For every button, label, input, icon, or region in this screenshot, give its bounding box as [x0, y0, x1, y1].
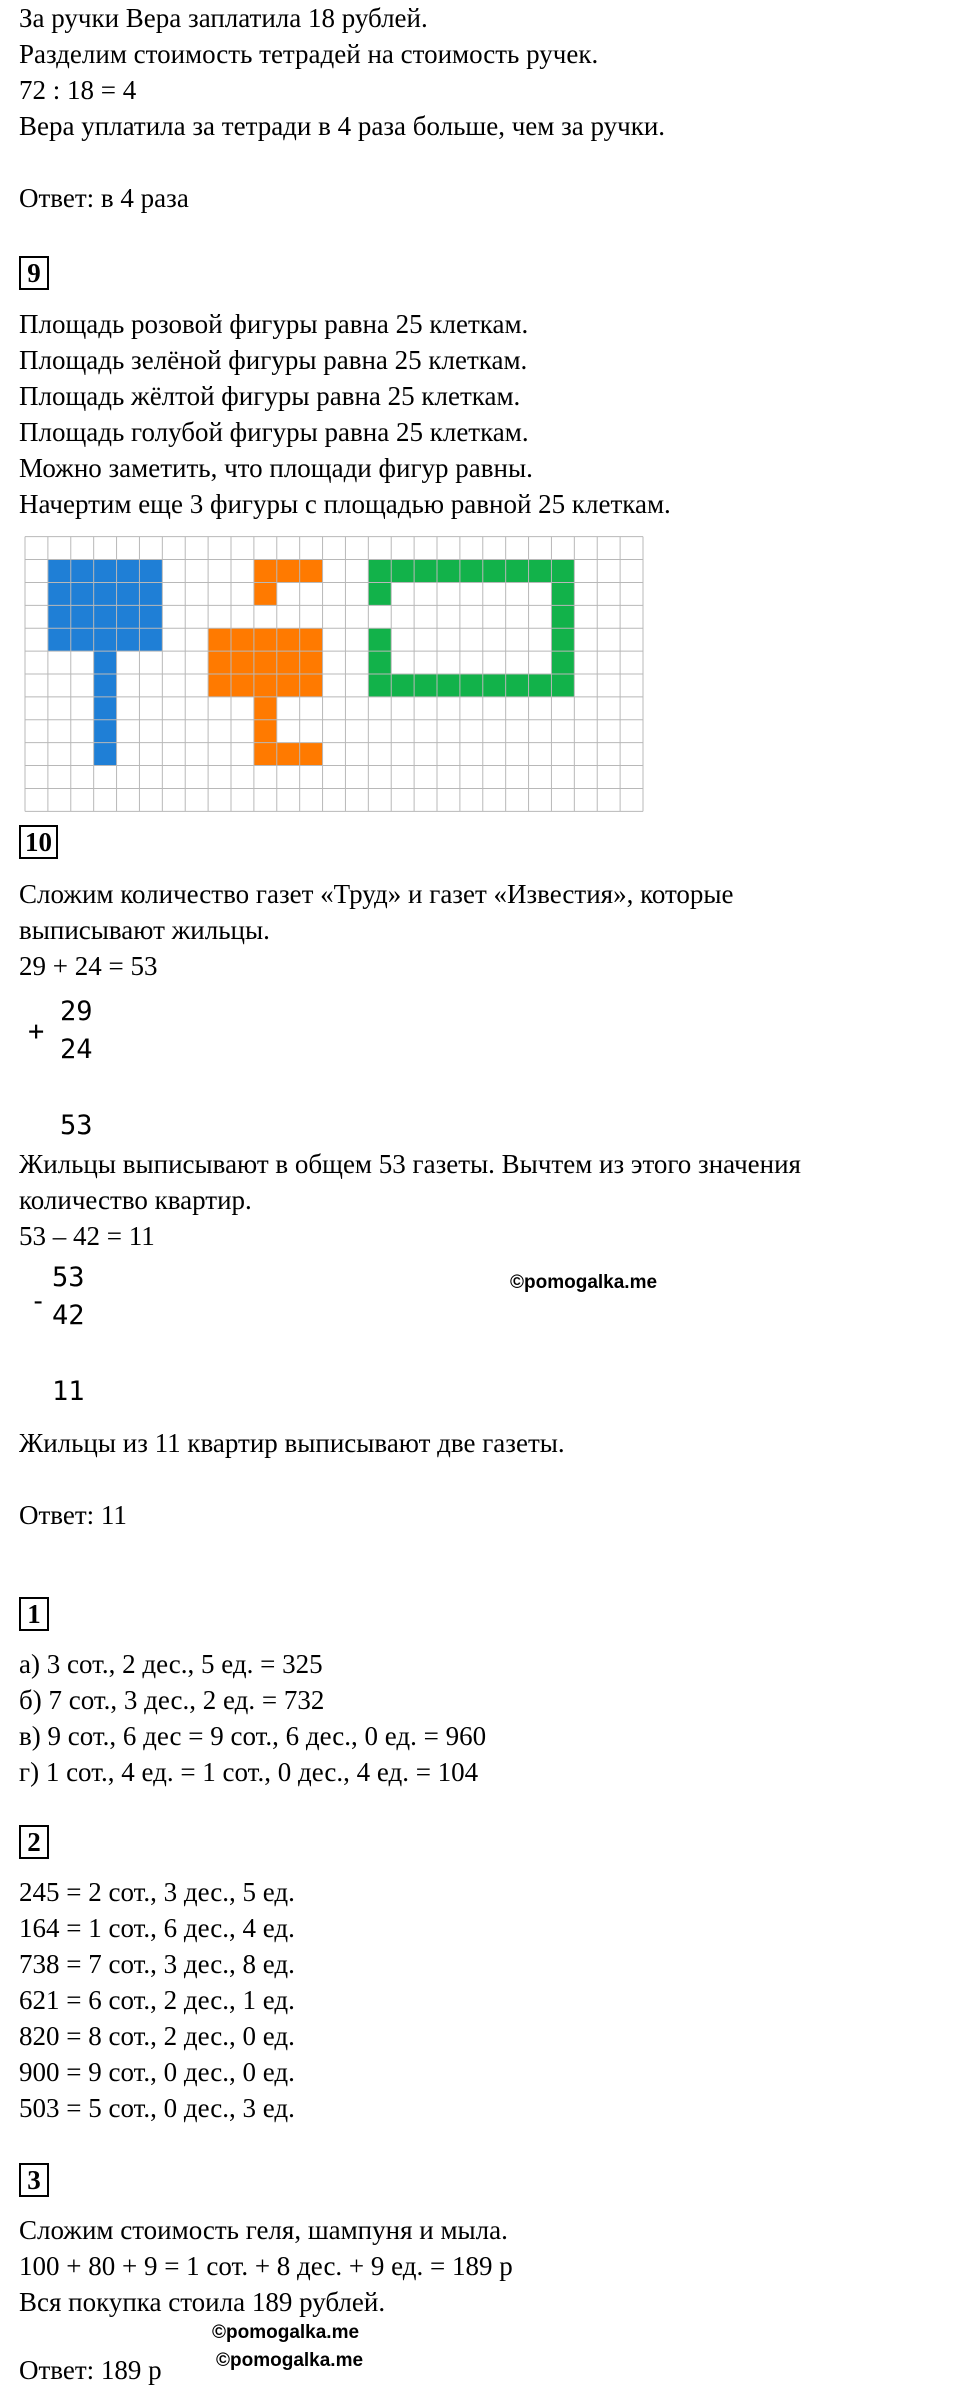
- orange-figure-cell: [277, 628, 300, 651]
- green-figure-cell: [368, 651, 391, 674]
- blue-figure-cell: [48, 605, 71, 628]
- text-line: Вся покупка стоила 189 рублей.: [19, 2287, 386, 2317]
- orange-figure-cell: [254, 560, 277, 583]
- watermark: ©pomogalka.me: [216, 2350, 364, 2371]
- blue-figure-cell: [71, 605, 94, 628]
- task-number-9: 9: [19, 256, 49, 290]
- orange-figure-cell: [231, 628, 254, 651]
- watermark: ©pomogalka.me: [510, 1272, 658, 1293]
- blue-figure-cell: [94, 674, 117, 697]
- text-line: выписывают жильцы.: [19, 915, 270, 945]
- text-line: Жильцы из 11 квартир выписывают две газеты.: [19, 1428, 565, 1458]
- column-result: 11: [52, 1376, 85, 1407]
- blue-figure-cell: [117, 560, 140, 583]
- green-figure-cell: [529, 674, 552, 697]
- column-operand: 42: [52, 1300, 85, 1331]
- green-figure-cell: [368, 674, 391, 697]
- column-operand: 29: [60, 996, 93, 1027]
- orange-figure-cell: [300, 560, 323, 583]
- blue-figure-cell: [117, 582, 140, 605]
- blue-figure-cell: [117, 628, 140, 651]
- blue-figure-cell: [139, 560, 162, 583]
- blue-figure-cell: [139, 605, 162, 628]
- green-figure-cell: [551, 651, 574, 674]
- text-line: Вера уплатила за тетради в 4 раза больше, чем за ручки.: [19, 111, 666, 141]
- text-line: Начертим еще 3 фигуры с площадью равной 25 клеткам.: [19, 489, 671, 519]
- text-line: количество квартир.: [19, 1185, 252, 1215]
- text-line: б) 7 сот., 3 дес., 2 ед. = 732: [19, 1685, 325, 1715]
- blue-figure-cell: [71, 582, 94, 605]
- text-line: 72 : 18 = 4: [19, 75, 137, 105]
- green-figure-cell: [483, 560, 506, 583]
- text-line: За ручки Вера заплатила 18 рублей.: [19, 3, 428, 33]
- orange-figure-cell: [277, 651, 300, 674]
- green-figure-cell: [460, 674, 483, 697]
- figure-cells: [48, 560, 574, 766]
- orange-figure-cell: [300, 628, 323, 651]
- blue-figure-cell: [94, 743, 117, 766]
- text-line: 820 = 8 сот., 2 дес., 0 ед.: [19, 2021, 295, 2051]
- blue-figure-cell: [94, 582, 117, 605]
- text-line: Жильцы выписывают в общем 53 газеты. Вычтем из этого значения: [19, 1149, 801, 1179]
- green-figure-cell: [391, 674, 414, 697]
- green-figure-cell: [506, 674, 529, 697]
- watermark: ©pomogalka.me: [212, 2322, 360, 2343]
- orange-figure-cell: [300, 674, 323, 697]
- blue-figure-cell: [94, 605, 117, 628]
- green-figure-cell: [551, 582, 574, 605]
- blue-figure-cell: [71, 560, 94, 583]
- green-figure-cell: [551, 560, 574, 583]
- green-figure-cell: [414, 560, 437, 583]
- green-figure-cell: [368, 628, 391, 651]
- orange-figure-cell: [254, 674, 277, 697]
- task-number-3: 3: [19, 2163, 49, 2197]
- orange-figure-cell: [231, 674, 254, 697]
- text-line: 245 = 2 сот., 3 дес., 5 ед.: [19, 1877, 295, 1907]
- green-figure-cell: [551, 674, 574, 697]
- blue-figure-cell: [139, 628, 162, 651]
- blue-figure-cell: [139, 582, 162, 605]
- answer-text: Ответ: в 4 раза: [19, 183, 189, 213]
- green-figure-cell: [391, 560, 414, 583]
- column-sign: +: [28, 1016, 45, 1047]
- orange-figure-cell: [208, 674, 231, 697]
- orange-figure-cell: [208, 651, 231, 674]
- orange-figure-cell: [277, 674, 300, 697]
- blue-figure-cell: [48, 582, 71, 605]
- task-number-1: 1: [19, 1597, 49, 1631]
- green-figure-cell: [460, 560, 483, 583]
- text-line: Можно заметить, что площади фигур равны.: [19, 453, 533, 483]
- orange-figure-cell: [277, 743, 300, 766]
- equation: 53 – 42 = 11: [19, 1221, 155, 1251]
- blue-figure-cell: [48, 628, 71, 651]
- green-figure-cell: [506, 560, 529, 583]
- text-line: Сложим количество газет «Труд» и газет «Известия», которые: [19, 879, 734, 909]
- equation: 29 + 24 = 53: [19, 951, 158, 981]
- blue-figure-cell: [94, 720, 117, 743]
- blue-figure-cell: [94, 560, 117, 583]
- blue-figure-cell: [94, 651, 117, 674]
- orange-figure-cell: [254, 720, 277, 743]
- column-operand: 53: [52, 1262, 85, 1293]
- orange-figure-cell: [254, 743, 277, 766]
- grid-figure: [24, 533, 644, 815]
- green-figure-cell: [368, 560, 391, 583]
- area-figures-grid: [24, 533, 644, 820]
- text-line: 738 = 7 сот., 3 дес., 8 ед.: [19, 1949, 295, 1979]
- text-line: Площадь зелёной фигуры равна 25 клеткам.: [19, 345, 528, 375]
- orange-figure-cell: [300, 651, 323, 674]
- text-line: Площадь голубой фигуры равна 25 клеткам.: [19, 417, 529, 447]
- orange-figure-cell: [254, 651, 277, 674]
- column-operand: 24: [60, 1034, 93, 1065]
- column-result: 53: [60, 1110, 93, 1141]
- text-line: 621 = 6 сот., 2 дес., 1 ед.: [19, 1985, 295, 2015]
- text-line: в) 9 сот., 6 дес = 9 сот., 6 дес., 0 ед. = 960: [19, 1721, 487, 1751]
- orange-figure-cell: [277, 560, 300, 583]
- orange-figure-cell: [254, 582, 277, 605]
- green-figure-cell: [483, 674, 506, 697]
- orange-figure-cell: [300, 743, 323, 766]
- green-figure-cell: [368, 582, 391, 605]
- blue-figure-cell: [117, 605, 140, 628]
- green-figure-cell: [551, 628, 574, 651]
- green-figure-cell: [529, 560, 552, 583]
- text-line: г) 1 сот., 4 ед. = 1 сот., 0 дес., 4 ед. = 104: [19, 1757, 479, 1787]
- green-figure-cell: [437, 674, 460, 697]
- task-number-2: 2: [19, 1825, 49, 1859]
- green-figure-cell: [551, 605, 574, 628]
- green-figure-cell: [414, 674, 437, 697]
- text-line: 900 = 9 сот., 0 дес., 0 ед.: [19, 2057, 295, 2087]
- answer-text: Ответ: 189 р: [19, 2355, 162, 2385]
- orange-figure-cell: [208, 628, 231, 651]
- column-sign: -: [30, 1286, 47, 1317]
- blue-figure-cell: [71, 628, 94, 651]
- text-line: 100 + 80 + 9 = 1 сот. + 8 дес. + 9 ед. = 189 р: [19, 2251, 513, 2281]
- green-figure-cell: [437, 560, 460, 583]
- task-number-10: 10: [19, 825, 58, 859]
- text-line: Площадь жёлтой фигуры равна 25 клеткам.: [19, 381, 521, 411]
- blue-figure-cell: [48, 560, 71, 583]
- orange-figure-cell: [254, 628, 277, 651]
- blue-figure-cell: [94, 628, 117, 651]
- answer-text: Ответ: 11: [19, 1500, 127, 1530]
- text-line: Площадь розовой фигуры равна 25 клеткам.: [19, 309, 529, 339]
- orange-figure-cell: [231, 651, 254, 674]
- text-line: Разделим стоимость тетрадей на стоимость ручек.: [19, 39, 599, 69]
- text-line: 164 = 1 сот., 6 дес., 4 ед.: [19, 1913, 295, 1943]
- orange-figure-cell: [254, 697, 277, 720]
- text-line: 503 = 5 сот., 0 дес., 3 ед.: [19, 2093, 295, 2123]
- blue-figure-cell: [94, 697, 117, 720]
- text-line: Сложим стоимость геля, шампуня и мыла.: [19, 2215, 508, 2245]
- text-line: а) 3 сот., 2 дес., 5 ед. = 325: [19, 1649, 323, 1679]
